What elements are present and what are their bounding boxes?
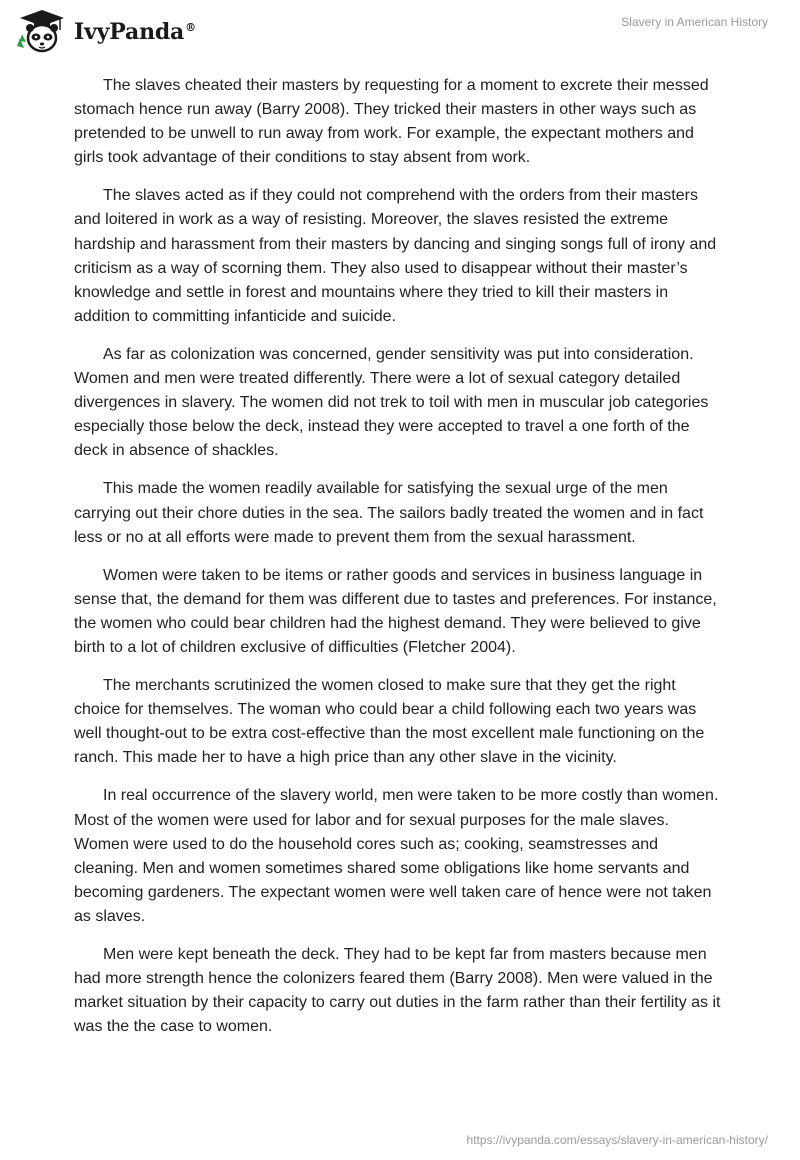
paragraph-7: In real occurrence of the slavery world, men were taken to be more costly than women. Most of the women were used for labor and for sexual purposes for the male slaves. Women were used to do the household cores such as; cooking, seamstresses and cleaning. Men and women sometimes shared some obligations like home servants and becoming gardeners. The expectant women were well taken care of hence were not taken as slaves. <box>74 787 719 925</box>
brand-logo[interactable] <box>14 8 196 56</box>
source-url-link[interactable]: https://ivypanda.com/essays/slavery-in-american-history/ <box>466 1133 768 1147</box>
paragraph-5: Women were taken to be items or rather goods and services in business language in sense that, the demand for them was different due to tastes and preferences. For instance, the women who could bear children had the highest demand. They were believed to give birth to a lot of children exclusive of difficulties (Fletcher 2004). <box>74 566 717 656</box>
document-title: Slavery in American History <box>621 15 768 29</box>
paragraph-3: As far as colonization was concerned, gender sensitivity was put into consideration. Women and men were treated differently. There were a lot of sexual category detailed divergences in slavery. The women did not trek to toil with men in muscular job categories especially those below the deck, instead they were accepted to travel a one forth of the deck in absence of shackles. <box>74 345 709 460</box>
registered-mark: ® <box>185 20 196 34</box>
page-header <box>0 0 800 70</box>
paragraph-4: This made the women readily available for satisfying the sexual urge of the men carrying out their chore duties in the sea. The sailors badly treated the women and in fact less or no at all efforts were made to prevent them from the sexual harassment. <box>74 480 704 546</box>
brand-name: IvyPanda® <box>74 19 196 45</box>
panda-graduate-logo-icon <box>14 8 70 56</box>
essay-body <box>74 74 726 1053</box>
paragraph-2: The slaves acted as if they could not comprehend with the orders from their masters and loitered in work as a way of resisting. Moreover, the slaves resisted the extreme hardship and harassment from their masters by dancing and singing songs full of irony and criticism as a way of scorning them. They also used to disappear without their master’s knowledge and settle in forest and mountains where they tried to kill their masters in addition to committing infanticide and suicide. <box>74 187 717 325</box>
paragraph-6: The merchants scrutinized the women closed to make sure that they get the right choice for themselves. The woman who could bear a child following each two years was well thought-out to be extra cost-effective than the most excellent male functioning on the ranch. This made her to have a high price than any other slave in the vicinity. <box>74 677 705 767</box>
paragraph-8: Men were kept beneath the deck. They had to be kept far from masters because men had more strength hence the colonizers feared them (Barry 2008). Men were valued in the market situation by their capacity to carry out duties in the farm rather than their fertility as it was the the case to women. <box>74 946 721 1036</box>
paragraph-1: The slaves cheated their masters by requesting for a moment to excrete their messed stomach hence run away (Barry 2008). They tricked their masters in other ways such as pretended to be unwell to run away from work. For example, the expectant mothers and girls took advantage of their conditions to stay absent from work. <box>74 77 709 167</box>
